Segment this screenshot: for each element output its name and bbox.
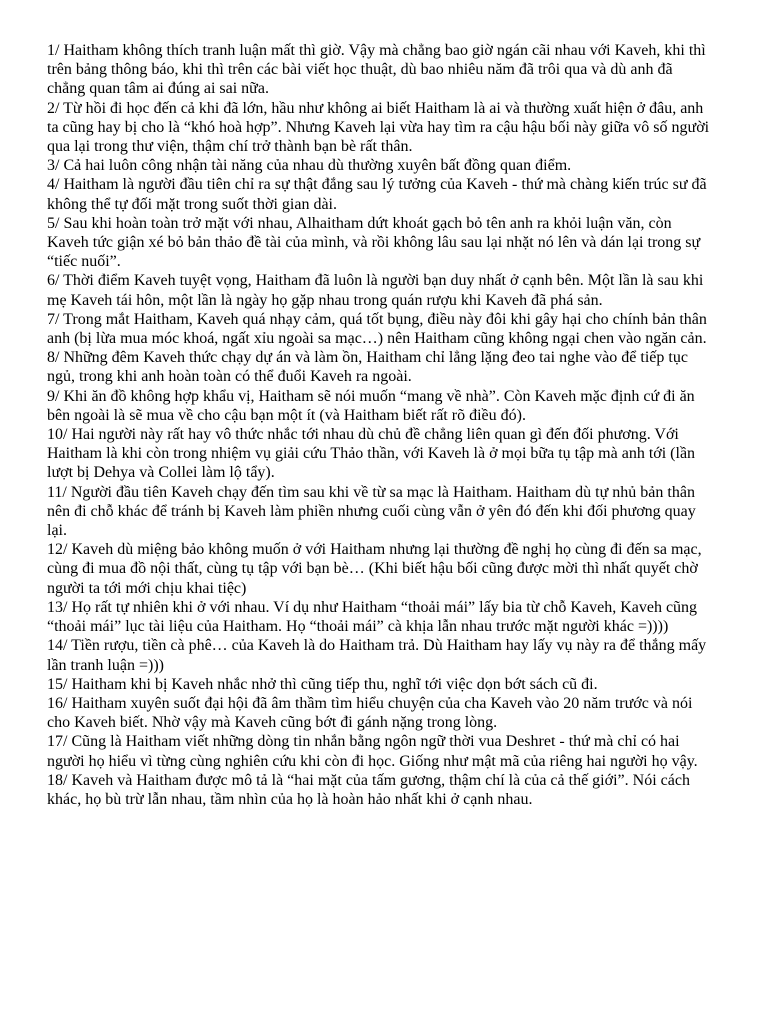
paragraph-17: 17/ Cũng là Haitham viết những dòng tin nhắn bằng ngôn ngữ thời vua Deshret - thứ mà chỉ có hai người họ hiểu vì từng cùng nghiên cứu khi còn đi học. Giống như mật mã của riêng hai người họ vậy. bbox=[47, 733, 698, 770]
paragraph-12: 12/ Kaveh dù miệng bảo không muốn ở với Haitham nhưng lại thường đề nghị họ cùng đi đến sa mạc, cùng đi mua đồ nội thất, cùng tụ tập với bạn bè… (Khi biết hậu bối cũng được mời thì nhất quyết chờ người ta tới mới chịu khai tiệc) bbox=[47, 541, 702, 597]
paragraph-4: 4/ Haitham là người đầu tiên chỉ ra sự thật đắng sau lý tưởng của Kaveh - thứ mà chàng kiến trúc sư đã không thể tự đối mặt trong suốt thời gian dài. bbox=[47, 176, 707, 213]
paragraph-18: 18/ Kaveh và Haitham được mô tả là “hai mặt của tấm gương, thậm chí là của cả thế giới”. Nói cách khác, họ bù trừ lẫn nhau, tầm nhìn của họ là hoàn hảo nhất khi ở cạnh nhau. bbox=[47, 771, 690, 808]
paragraph-2: 2/ Từ hồi đi học đến cả khi đã lớn, hầu như không ai biết Haitham là ai và thường xuất hiện ở đâu, anh ta cũng hay bị cho là “khó hoà hợp”. Nhưng Kaveh lại vừa hay tìm ra cậu hậu bối này giữa vô số người qua lại trong thư viện, thậm chí trở thành bạn bè rất thân. bbox=[47, 99, 710, 156]
paragraph-6: 6/ Thời điểm Kaveh tuyệt vọng, Haitham đã luôn là người bạn duy nhất ở cạnh bên. Một lần là sau khi mẹ Kaveh tái hôn, một lần là ngày họ gặp nhau trong quán rượu khi Kaveh đã phá sản. bbox=[47, 272, 704, 309]
paragraph-8: 8/ Những đêm Kaveh thức chạy dự án và làm ồn, Haitham chỉ lẳng lặng đeo tai nghe vào để tiếp tục ngủ, trong khi anh hoàn toàn có thể đuổi Kaveh ra ngoài. bbox=[47, 349, 688, 386]
paragraph-3: 3/ Cả hai luôn công nhận tài năng của nhau dù thường xuyên bất đồng quan điểm. bbox=[47, 157, 572, 175]
paragraph-13: 13/ Họ rất tự nhiên khi ở với nhau. Ví dụ như Haitham “thoải mái” lấy bia từ chỗ Kaveh, Kaveh cũng “thoải mái” lục tài liệu của Haitham. Họ “thoải mái” cà khịa lẫn nhau trước mặt người khác =)))) bbox=[47, 598, 698, 636]
paragraph-7: 7/ Trong mắt Haitham, Kaveh quá nhạy cảm, quá tốt bụng, điều này đôi khi gây hại cho chính bản thân anh (bị lừa mua móc khoá, ngất xỉu ngoài sa mạc…) nên Haitham cũng không ngại chen vào ngăn cản. bbox=[47, 310, 707, 348]
paragraph-10: 10/ Hai người này rất hay vô thức nhắc tới nhau dù chủ đề chẳng liên quan gì đến đối phương. Với Haitham là khi còn trong nhiệm vụ giải cứu Thảo thần, với Kaveh là ở mọi bữa tụ tập mà anh tới (lần lượt bị Dehya và Collei làm lộ tẩy). bbox=[47, 426, 696, 482]
paragraph-16: 16/ Haitham xuyên suốt đại hội đã âm thầm tìm hiểu chuyện của cha Kaveh vào 20 năm trước và nói cho Kaveh biết. Nhờ vậy mà Kaveh cũng bớt đi gánh nặng trong lòng. bbox=[47, 694, 693, 732]
paragraph-5: 5/ Sau khi hoàn toàn trở mặt với nhau, Alhaitham dứt khoát gạch bỏ tên anh ra khỏi luận văn, còn Kaveh tức giận xé bỏ bản thảo đề tài của mình, và rồi không lâu sau lại nhặt nó lên và dán lại trong sự “tiếc nuối”. bbox=[47, 214, 701, 271]
paragraph-15: 15/ Haitham khi bị Kaveh nhắc nhở thì cũng tiếp thu, nghĩ tới việc dọn bớt sách cũ đi. bbox=[47, 675, 598, 693]
paragraph-9: 9/ Khi ăn đồ không hợp khẩu vị, Haitham sẽ nói muốn “mang về nhà”. Còn Kaveh mặc định cứ đi ăn bên ngoài là sẽ mua về cho cậu bạn một ít (và Haitham biết rất rõ điều đó). bbox=[47, 387, 695, 424]
paragraph-1: 1/ Haitham không thích tranh luận mất thì giờ. Vậy mà chẳng bao giờ ngán cãi nhau với Kaveh, khi thì trên bảng thông báo, khi thì trên các bài viết học thuật, dù bao nhiêu năm đã trôi qua và dù anh đã chẳng quan tâm ai đúng ai sai nữa. bbox=[47, 42, 706, 98]
paragraph-14: 14/ Tiền rượu, tiền cà phê… của Kaveh là do Haitham trả. Dù Haitham hay lấy vụ này ra để thắng mấy lần tranh luận =))) bbox=[47, 637, 707, 674]
document-body bbox=[47, 41, 712, 809]
paragraph-11: 11/ Người đầu tiên Kaveh chạy đến tìm sau khi về từ sa mạc là Haitham. Haitham dù tự nhủ bản thân nên đi chỗ khác để tránh bị Kaveh làm phiền nhưng cuối cùng vẫn ở yên đó đến khi đối phương quay lại. bbox=[47, 483, 696, 540]
